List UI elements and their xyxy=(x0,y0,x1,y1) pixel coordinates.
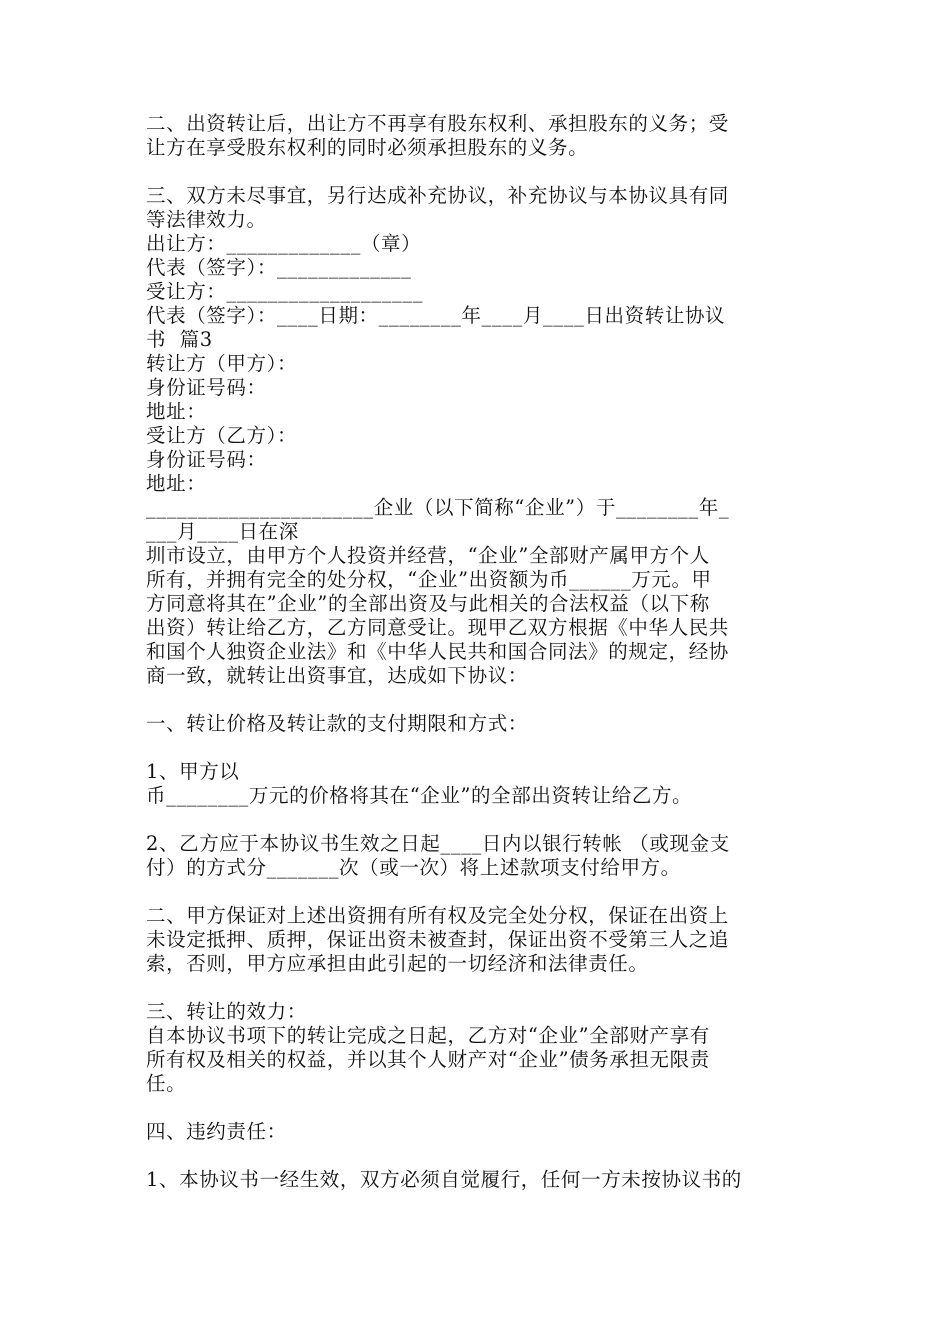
text-line: 书 篇3 xyxy=(146,328,213,351)
text-line: 受让方（乙方）： xyxy=(146,424,298,447)
text-line: 地址： xyxy=(146,472,207,495)
paragraph-gap xyxy=(146,1144,811,1168)
text-line: 商一致，就转让出资事宜，达成如下协议： xyxy=(146,664,528,687)
text-line: 转让方（甲方）： xyxy=(146,352,298,375)
text-line: 等法律效力。 xyxy=(146,208,267,231)
text-line: 自本协议书项下的转让完成之日起，乙方对“企业”全部财产享有 xyxy=(146,1024,710,1047)
text-line: 出让方：_____________（章） xyxy=(146,232,422,255)
text-line: 币________万元的价格将其在“企业”的全部出资转让给乙方。 xyxy=(146,784,693,807)
text-line: 二、甲方保证对上述出资拥有所有权及完全处分权，保证在出资上 xyxy=(146,904,729,927)
text-line: ___月____日在深 xyxy=(146,520,299,543)
text-line: 方同意将其在”企业”的全部出资及与此相关的合法权益（以下称 xyxy=(146,592,710,615)
text-line: 身份证号码： xyxy=(146,448,267,471)
text-line: 三、转让的效力： xyxy=(146,1000,307,1023)
text-line: 身份证号码： xyxy=(146,376,267,399)
text-line: 未设定抵押、质押，保证出资未被查封，保证出资不受第三人之追 xyxy=(146,928,729,951)
paragraph-gap xyxy=(146,160,811,184)
text-line: 地址： xyxy=(146,400,207,423)
paragraph-gap xyxy=(146,736,811,760)
text-line: 受让方：___________________ xyxy=(146,280,424,303)
paragraph-gap xyxy=(146,808,811,832)
text-line: 圳市设立，由甲方个人投资并经营，“企业”全部财产属甲方个人 xyxy=(146,544,710,567)
paragraph-gap xyxy=(146,688,811,712)
text-line: ______________________企业（以下简称“企业”）于________年_ xyxy=(146,496,730,519)
text-line: 任。 xyxy=(146,1072,187,1095)
text-line: 所有，并拥有完全的处分权，“企业”出资额为币______万元。甲 xyxy=(146,568,712,591)
text-line: 付）的方式分_______次（或一次）将上述款项支付给甲方。 xyxy=(146,856,681,879)
document-page xyxy=(146,112,811,1192)
text-line: 四、违约责任： xyxy=(146,1120,287,1143)
paragraph-gap xyxy=(146,1096,811,1120)
text-line: 一、转让价格及转让款的支付期限和方式： xyxy=(146,712,528,735)
text-line: 三、双方未尽事宜，另行达成补充协议，补充协议与本协议具有同 xyxy=(146,184,729,207)
text-line: 让方在享受股东权利的同时必须承担股东的义务。 xyxy=(146,136,589,159)
text-line: 代表（签字）：____日期：________年____月____日出资转让协议 xyxy=(146,304,726,327)
text-line: 出资）转让给乙方，乙方同意受让。现甲乙双方根据《中华人民共 xyxy=(146,616,729,639)
paragraph-gap xyxy=(146,976,811,1000)
text-line: 索，否则，甲方应承担由此引起的一切经济和法律责任。 xyxy=(146,952,649,975)
paragraph-gap xyxy=(146,880,811,904)
text-line: 1、甲方以 xyxy=(146,760,240,783)
text-line: 1、本协议书一经生效，双方必须自觉履行，任何一方未按协议书的 xyxy=(146,1168,742,1191)
text-line: 代表（签字）：_____________ xyxy=(146,256,412,279)
text-line: 所有权及相关的权益，并以其个人财产对“企业”债务承担无限责 xyxy=(146,1048,710,1071)
text-line: 和国个人独资企业法》和《中华人民共和国合同法》的规定，经协 xyxy=(146,640,729,663)
text-line: 2、乙方应于本协议书生效之日起____日内以银行转帐 （或现金支 xyxy=(146,832,730,855)
text-line: 二、出资转让后，出让方不再享有股东权利、承担股东的义务；受 xyxy=(146,112,729,135)
